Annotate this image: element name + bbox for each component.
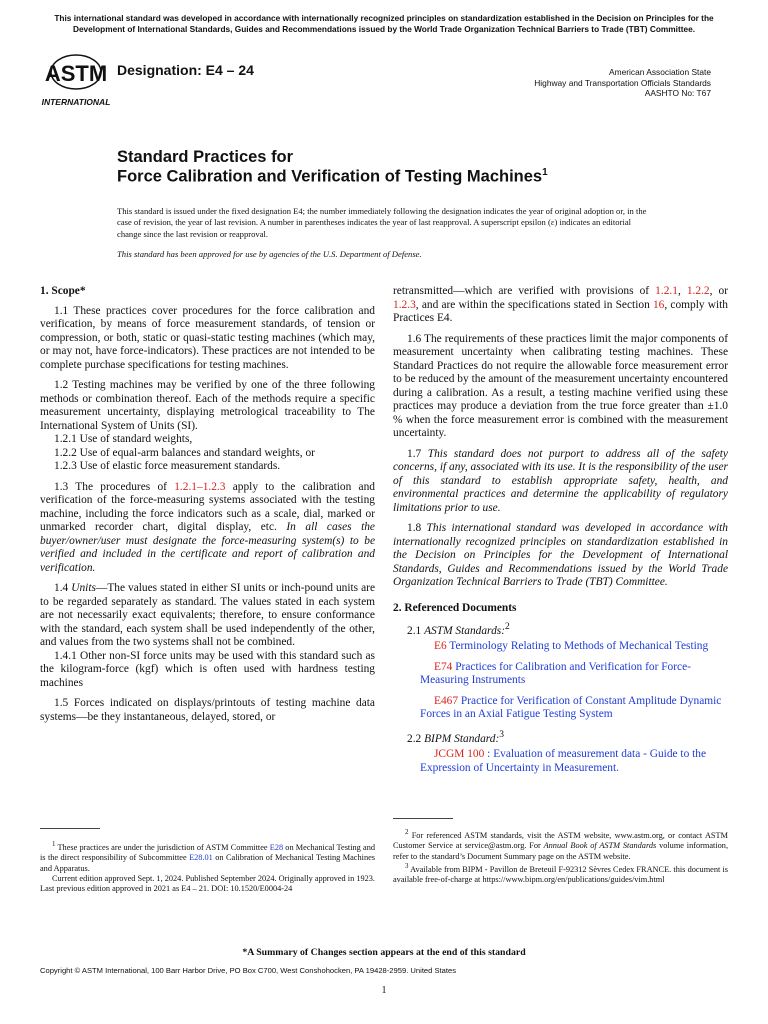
issued-note: This standard is issued under the fixed designation E4; the number immediately following the designation indicates the year of original adoption or, in the case of revision, the year of last revision. A number in parentheses indicates the year of last reapproval. A superscript epsilon (ε) indicates an editorial change since the last revision or reapproval. bbox=[117, 206, 647, 239]
fn2-mark: 2 bbox=[405, 829, 409, 836]
para-1-7 bbox=[393, 448, 728, 516]
astm-heading-text: ASTM Standards: bbox=[424, 624, 505, 637]
link-1-2-3[interactable]: 1.2.3 bbox=[393, 298, 416, 311]
para-1-5-cont-text-c: , comply with Practices E4. bbox=[393, 298, 728, 324]
footnote-2-3 bbox=[393, 828, 728, 886]
scope-heading: 1. Scope* bbox=[40, 285, 86, 297]
ref-item bbox=[393, 640, 728, 654]
bipm-standard-heading bbox=[393, 729, 728, 746]
title-text: Force Calibration and Verification of Testing Machines bbox=[117, 167, 543, 186]
aashto-line1: American Association State bbox=[609, 67, 711, 77]
fn2-italic: Annual Book of ASTM Standards bbox=[543, 841, 657, 851]
fn3-text: Available from BIPM - Pavillon de Breteuil F-92312 Sèvres Cedex FRANCE. this document is available free-of-charge at https://www.bipm.org/en/publications/guides/vim.html bbox=[393, 864, 728, 885]
ref-item bbox=[393, 695, 728, 722]
fn1-edition: Current edition approved Sept. 1, 2024. Published September 2024. Originally approved in 1923. Last previous edition approved in 2021 as E4 – 21. DOI: 10.1520/E0004-24 bbox=[40, 873, 375, 894]
fn2-text-b: volume information, refer to the standard’s Document Summary page on the ASTM website. bbox=[393, 841, 729, 861]
para-1-3-text-b: apply to the calibration and verification of the force-measuring systems associated with the testing machine, including the force indicators such as a scale, dial, marked or unmarked recorder chart, digital display, etc. bbox=[40, 480, 375, 533]
para-1-4 bbox=[40, 582, 375, 650]
fn1-text: These practices are under the jurisdiction of ASTM Committee bbox=[55, 842, 270, 852]
para-1-5-cont-text: retransmitted—which are verified with provisions of bbox=[393, 285, 656, 297]
left-column bbox=[40, 285, 375, 731]
ref-item bbox=[393, 661, 728, 688]
ref-title-jcgm100[interactable]: : Evaluation of measurement data - Guide to the Expression of Uncertainty in Measurement. bbox=[420, 748, 707, 774]
para-1-8-italic: This international standard was developed in accordance with internationally recognized principles on standardization established in the Decision on Principles for the Development of International Standards, Guides and Recommendations issued by the World Trade Organization Technical Barriers to Trade (TBT) Committee. bbox=[393, 522, 728, 588]
page-number: 1 bbox=[381, 985, 387, 996]
link-1-2-1-1-2-3[interactable]: 1.2.1–1.2.3 bbox=[174, 480, 226, 493]
ref-code-e74[interactable]: E74 bbox=[434, 660, 453, 673]
refs-heading: 2. Referenced Documents bbox=[393, 601, 517, 614]
ref-code-jcgm100[interactable]: JCGM 100 bbox=[434, 748, 485, 761]
sep: , or bbox=[709, 285, 729, 297]
aashto-line3: AASHTO No: T67 bbox=[644, 88, 711, 98]
para-1-2-3: 1.2.3 Use of elastic force measurement standards. bbox=[54, 460, 281, 472]
para-1-7-italic: This standard does not purport to address all of the safety concerns, if any, associated with its use. It is the responsibility of the user of this standard to establish appropriate safety, health, and environmental practices and determine the applicability of regulatory limitations prior to use. bbox=[393, 447, 728, 514]
bipm-heading-text: BIPM Standard: bbox=[424, 732, 500, 745]
para-1-2-1: 1.2.1 Use of standard weights, bbox=[54, 433, 193, 445]
para-1-6: 1.6 The requirements of these practices limit the major components of measurement uncertainty when calibrating testing machines. These Standard Practices do not require the allowable force measurement error to be reduced by the amount of the measurement uncertainty encountered during a calibration. As a result, a testing machine verified using these practices may produce a deviation from the true force greater than ±1.0 % when the force measurement error is combined with the measurement uncertainty. bbox=[393, 332, 728, 439]
para-1-2: 1.2 Testing machines may be verified by one of the three following methods or combination thereof. Each of the methods require a specific measurement uncertainty, displaying metrological traceability to The International System of Units (SI). bbox=[40, 379, 375, 432]
logo-subtext: INTERNATIONAL bbox=[41, 97, 111, 107]
para-1-3-text: 1.3 The procedures of bbox=[54, 480, 175, 493]
title-line2 bbox=[117, 167, 548, 187]
ref-code-e467[interactable]: E467 bbox=[434, 694, 459, 707]
link-e28-01[interactable]: E28.01 bbox=[189, 853, 213, 863]
para-1-2-2: 1.2.2 Use of equal-arm balances and standard weights, or bbox=[54, 446, 315, 459]
bipm-heading-num: 2.2 bbox=[407, 732, 425, 745]
astm-standards-heading bbox=[393, 621, 728, 638]
link-section-16[interactable]: 16 bbox=[652, 298, 665, 311]
designation: Designation: E4 – 24 bbox=[117, 62, 254, 78]
fn1-text-b: on Mechanical Testing and is the direct responsibility of Subcommittee bbox=[40, 842, 375, 863]
astm-logo bbox=[40, 50, 112, 110]
link-e28[interactable]: E28 bbox=[269, 842, 284, 852]
astm-heading-num: 2.1 bbox=[407, 624, 425, 637]
aashto-block bbox=[534, 67, 711, 99]
title-footnote-mark: 1 bbox=[542, 167, 548, 178]
footnote-rule-right bbox=[393, 818, 453, 819]
link-1-2-1[interactable]: 1.2.1 bbox=[655, 285, 678, 297]
logo-text: ASTM bbox=[44, 61, 108, 86]
astm-heading-sup: 2 bbox=[505, 622, 510, 632]
copyright: Copyright © ASTM International, 100 Barr Harbor Drive, PO Box C700, West Conshohocken, PA 19428-2959. United States bbox=[40, 966, 457, 975]
right-column bbox=[393, 285, 728, 782]
para-1-4-units: Units bbox=[71, 582, 96, 594]
sep: , bbox=[677, 285, 687, 297]
approved-note: This standard has been approved for use by agencies of the U.S. Department of Defense. bbox=[117, 249, 422, 259]
fn2-text: For referenced ASTM standards, visit the ASTM website, www.astm.org, or contact ASTM Customer Service at service@astm.org. For bbox=[393, 830, 728, 851]
fn3-mark: 3 bbox=[405, 862, 409, 870]
para-1-4-text: —The values stated in either SI units or inch-pound units are to be regarded separately as standard. The values stated in each system are not necessarily exact equivalents; therefore, to ensure conformance with the standard, each system shall be used independently of the other, and values from the two systems shall not be combined. bbox=[40, 582, 375, 648]
aashto-line2: Highway and Transportation Officials Standards bbox=[534, 77, 711, 88]
bipm-heading-sup: 3 bbox=[499, 729, 505, 740]
link-1-2-2[interactable]: 1.2.2 bbox=[686, 285, 710, 297]
para-1-5-cont bbox=[393, 285, 728, 326]
ref-title-e74[interactable]: Practices for Calibration and Verification for Force-Measuring Instruments bbox=[420, 660, 691, 687]
para-1-4-1: 1.4.1 Other non-SI force units may be used with this standard such as the kilogram-force (kgf) which is often used with hardness testing machines bbox=[40, 649, 375, 689]
para-1-4-num: 1.4 bbox=[54, 582, 72, 594]
para-1-5: 1.5 Forces indicated on displays/printouts of testing machine data systems—be they instantaneous, delayed, stored, or bbox=[40, 697, 375, 723]
ref-code-e6[interactable]: E6 bbox=[434, 640, 447, 653]
ref-title-e467[interactable]: Practice for Verification of Constant Amplitude Dynamic Forces in an Axial Fatigue Testing System bbox=[420, 694, 722, 721]
para-1-1: 1.1 These practices cover procedures for the force calibration and verification, by means of force measurement standards, of tension or compression, or both, static or quasi-static testing machines (which may, or may not, have force-indicators). These practices are not intended to be complete purchase specifications for testing machines. bbox=[40, 304, 375, 371]
footnote-rule-left bbox=[40, 828, 100, 829]
para-1-5-cont-text-b: , and are within the specifications stated in Section bbox=[415, 298, 653, 311]
para-1-8 bbox=[393, 522, 728, 590]
ref-title-e6[interactable]: Terminology Relating to Methods of Mechanical Testing bbox=[446, 640, 709, 653]
para-1-7-num: 1.7 bbox=[407, 447, 428, 460]
fn1-mark: 1 bbox=[52, 841, 56, 848]
footnote-1 bbox=[40, 840, 375, 895]
top-notice: This international standard was developed in accordance with internationally recognized principles on standardization established in the Decision on Principles for the Development of International Standards, Guides and Recommendations issued by the World Trade Organization Technical Barriers to Trade (TBT) Committee. bbox=[54, 13, 714, 34]
fn1-text-c: on Calibration of Mechanical Testing Machines and Apparatus. bbox=[40, 853, 376, 873]
para-1-3-italic: In all cases the buyer/owner/user must designate the force-measuring system(s) to be verified and included in the certificate and report of calibration and verification. bbox=[40, 521, 375, 574]
para-1-8-num: 1.8 bbox=[407, 522, 427, 534]
para-1-3 bbox=[40, 481, 375, 576]
summary-note: *A Summary of Changes section appears at the end of this standard bbox=[242, 947, 526, 958]
title-line1: Standard Practices for bbox=[117, 148, 294, 166]
ref-item bbox=[393, 748, 728, 775]
